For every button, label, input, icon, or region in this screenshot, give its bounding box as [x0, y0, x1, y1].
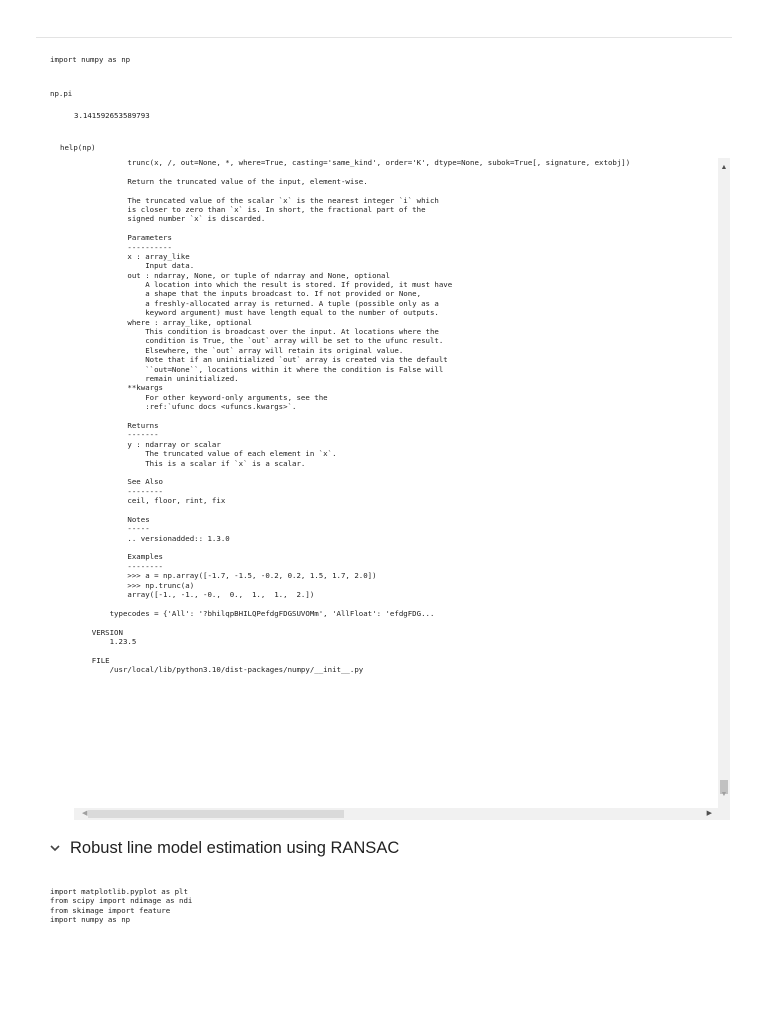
- help-output-line: Return the truncated value of the input, element-wise.: [74, 176, 368, 186]
- horizontal-scroll-thumb[interactable]: [88, 810, 344, 818]
- help-output-line: [74, 618, 714, 627]
- help-output-line: -------: [74, 430, 159, 440]
- help-output-line: where : array_like, optional: [74, 317, 252, 327]
- help-output-line: [74, 468, 714, 477]
- help-output-line: 1.23.5: [74, 636, 137, 646]
- help-output-line: This is a scalar if `x` is a scalar.: [74, 458, 306, 468]
- help-output-line: Notes: [74, 514, 150, 524]
- help-output-line: Returns: [74, 420, 159, 430]
- horizontal-scrollbar[interactable]: [74, 808, 718, 820]
- help-output-line: array([-1., -1., -0., 0., 1., 1., 2.]): [74, 589, 315, 599]
- help-output-line: Elsewhere, the `out` array will retain its original value.: [74, 345, 404, 355]
- help-output-line: /usr/local/lib/python3.10/dist-packages/numpy/__init__.py: [74, 665, 364, 675]
- help-output-line: Examples: [74, 552, 163, 562]
- help-output-panel[interactable]: [74, 158, 730, 820]
- help-output-line: [74, 674, 714, 683]
- help-output-line: ceil, floor, rint, fix: [74, 496, 226, 506]
- cell-output-np-pi: 3.141592653589793: [74, 111, 150, 120]
- help-output-line: ----------: [74, 242, 172, 252]
- help-output-line: **kwargs: [74, 383, 163, 393]
- chevron-down-icon[interactable]: [48, 841, 62, 855]
- code-cell-np-pi[interactable]: np.pi: [50, 89, 73, 98]
- help-output-line: condition is True, the `out` array will be set to the ufunc result.: [74, 336, 444, 346]
- help-output-line: remain uninitialized.: [74, 373, 239, 383]
- help-output-line: y : ndarray or scalar: [74, 439, 221, 449]
- scroll-left-arrow-icon[interactable]: ◀: [82, 810, 88, 817]
- help-output-line: --------: [74, 561, 163, 571]
- help-output-line: Parameters: [74, 233, 172, 243]
- help-output-line: This condition is broadcast over the input. At locations where the: [74, 327, 439, 337]
- help-output-line: >>> np.trunc(a): [74, 580, 195, 590]
- help-output-line: -----: [74, 524, 150, 534]
- help-output-text: [74, 158, 714, 802]
- help-output-line: :ref:`ufunc docs <ufuncs.kwargs>`.: [74, 402, 297, 412]
- help-output-line: [74, 412, 714, 421]
- help-output-line: >>> a = np.array([-1.7, -1.5, -0.2, 0.2, 1.5, 1.7, 2.0]): [74, 571, 377, 581]
- section-header-ransac[interactable]: [48, 836, 399, 860]
- scroll-up-arrow-icon[interactable]: ▲: [720, 164, 728, 171]
- help-output-line: typecodes = {'All': '?bhilqpBHILQPefdgFDGSUVOMm', 'AllFloat': 'efdgFDG...: [74, 608, 435, 618]
- help-output-line: A location into which the result is stored. If provided, it must have: [74, 280, 453, 290]
- help-output-line: trunc(x, /, out=None, *, where=True, casting='same_kind', order='K', dtype=None, subok=True[, signature, extobj]): [74, 158, 631, 167]
- help-output-line: keyword argument) must have length equal to the number of outputs.: [74, 308, 439, 318]
- help-output-line: a shape that the inputs broadcast to. If not provided or None,: [74, 289, 422, 299]
- scroll-right-arrow-icon[interactable]: ▶: [706, 810, 712, 817]
- help-output-line: [74, 543, 714, 552]
- code-cell-imports[interactable]: import matplotlib.pyplot as plt from scipy import ndimage as ndi from skimage import feature import numpy as np: [50, 887, 193, 925]
- vertical-scrollbar[interactable]: [718, 158, 730, 820]
- help-output-line: [74, 186, 714, 195]
- help-output-line: VERSION: [74, 627, 123, 637]
- help-output-line: ``out=None``, locations within it where the condition is False will: [74, 364, 444, 374]
- code-cell-import-numpy[interactable]: import numpy as np: [50, 55, 131, 64]
- help-output-line: The truncated value of the scalar `x` is the nearest integer `i` which: [74, 195, 439, 205]
- code-cell-help[interactable]: help(np): [60, 143, 96, 152]
- help-output-line: a freshly-allocated array is returned. A tuple (possible only as a: [74, 298, 439, 308]
- help-output-line: FILE: [74, 655, 110, 665]
- scroll-down-arrow-icon[interactable]: ▼: [720, 791, 728, 798]
- help-output-line: is closer to zero than `x` is. In short, the fractional part of the: [74, 204, 426, 214]
- help-output-line: [74, 646, 714, 655]
- help-output-line: See Also: [74, 477, 163, 487]
- help-output-line: [74, 505, 714, 514]
- help-output-line: .. versionadded:: 1.3.0: [74, 533, 230, 543]
- help-output-line: [74, 599, 714, 608]
- top-divider: [36, 37, 732, 38]
- help-output-line: signed number `x` is discarded.: [74, 214, 266, 224]
- section-title: Robust line model estimation using RANSAC: [70, 838, 400, 857]
- help-output-line: x : array_like: [74, 251, 190, 261]
- help-output-line: For other keyword-only arguments, see the: [74, 392, 328, 402]
- help-output-line: [74, 167, 714, 176]
- help-output-line: --------: [74, 486, 163, 496]
- help-output-line: out : ndarray, None, or tuple of ndarray and None, optional: [74, 270, 390, 280]
- help-output-line: Note that if an uninitialized `out` array is created via the default: [74, 355, 448, 365]
- help-output-line: [74, 224, 714, 233]
- help-output-line: The truncated value of each element in `x`.: [74, 449, 337, 459]
- help-output-line: Input data.: [74, 261, 195, 271]
